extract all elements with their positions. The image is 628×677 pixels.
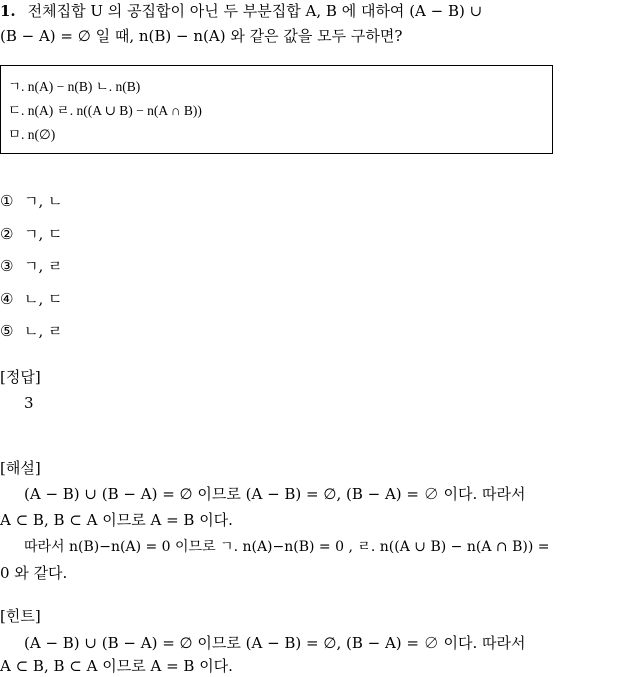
choices-box	[0, 65, 553, 154]
explanation-line-4: 0 와 같다.	[0, 564, 68, 582]
option-2[interactable]	[0, 223, 63, 245]
choices-box-line-1: ㄱ. n(A) − n(B) ㄴ. n(B)	[8, 79, 141, 94]
option-5-number: ⑤	[0, 322, 14, 340]
option-4-text: ㄴ, ㄷ	[24, 290, 63, 308]
explanation-label: [해설]	[0, 459, 41, 477]
answer-value: 3	[24, 394, 34, 412]
option-3[interactable]	[0, 255, 63, 277]
question-line-2	[0, 25, 402, 47]
explanation-line-3: 따라서 n(B)−n(A) = 0 이므로 ㄱ. n(A)−n(B) = 0 , ㄹ. n((A ∪ B) − n(A ∩ B)) =	[24, 539, 550, 555]
answer-label: [정답]	[0, 368, 41, 386]
option-4[interactable]	[0, 288, 63, 310]
question-line-1	[0, 0, 482, 22]
hint-label: [힌트]	[0, 607, 41, 625]
option-3-text: ㄱ, ㄹ	[24, 257, 63, 275]
choices-box-line-3: ㅁ. n(∅)	[8, 127, 56, 142]
option-5[interactable]	[0, 320, 63, 342]
explanation-line-2: A ⊂ B, B ⊂ A 이므로 A = B 이다.	[0, 511, 233, 529]
option-1-text: ㄱ, ㄴ	[24, 192, 63, 210]
option-3-number: ③	[0, 257, 14, 275]
hint-line-1: (A − B) ∪ (B − A) = ∅ 이므로 (A − B) = ∅, (B − A) = ∅ 이다. 따라서	[24, 634, 526, 652]
explanation-line-1: (A − B) ∪ (B − A) = ∅ 이므로 (A − B) = ∅, (B − A) = ∅ 이다. 따라서	[24, 485, 526, 503]
option-4-number: ④	[0, 290, 14, 308]
option-5-text: ㄴ, ㄹ	[24, 322, 63, 340]
question-text-line-1: 전체집합 U 의 공집합이 아닌 두 부분집합 A, B 에 대하여 (A − B) ∪	[27, 2, 483, 20]
option-1-number: ①	[0, 192, 14, 210]
question-text-line-2: (B − A) = ∅ 일 때, n(B) − n(A) 와 같은 값을 모두 구하면?	[0, 27, 403, 45]
choices-box-line-2: ㄷ. n(A) ㄹ. n((A ∪ B) − n(A ∩ B))	[8, 103, 202, 118]
question-number: 1.	[0, 2, 16, 20]
option-1[interactable]	[0, 190, 63, 212]
option-2-text: ㄱ, ㄷ	[24, 225, 63, 243]
option-2-number: ②	[0, 225, 14, 243]
hint-line-2: A ⊂ B, B ⊂ A 이므로 A = B 이다.	[0, 657, 233, 675]
